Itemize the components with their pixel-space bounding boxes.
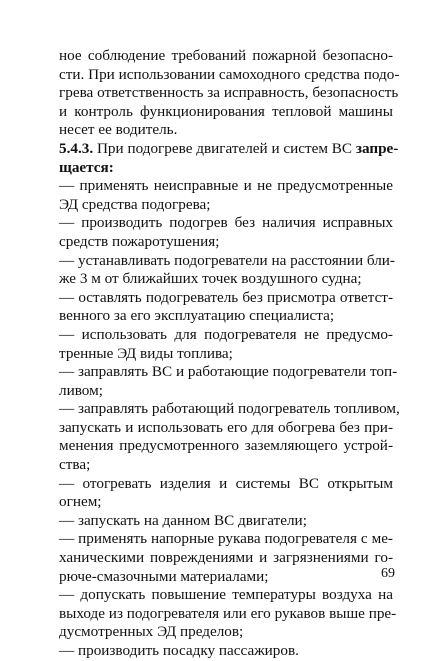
list-item-text-line: ливом; <box>59 381 103 399</box>
list-item-text-line: огнем; <box>59 493 102 511</box>
intro-text-line: и контроль функционирования тепловой машины <box>59 102 393 120</box>
list-item-text-line: — оставлять подогреватель без присмотра ответст- <box>59 288 393 306</box>
list-item-text-line: венного за его эксплуатацию специалиста; <box>59 307 335 325</box>
list-item-text-line: тренные ЭД виды топлива; <box>59 344 233 362</box>
intro-text-line: грева ответственность за исправность, безопасность <box>59 84 399 102</box>
list-item-text-line: — производить подогрев без наличия исправных <box>59 214 393 232</box>
list-item-text-line: — отогревать изделия и системы ВС открытым <box>59 474 393 492</box>
intro-text-line: ное соблюдение требований пожарной безопасно- <box>59 47 393 64</box>
list-item-text-line: запускать и использовать его для обогрева без при- <box>59 418 393 436</box>
list-item-text-line: — заправлять ВС и работающие подогреватели топ- <box>59 363 398 381</box>
list-item-text-line: средств пожаротушения; <box>59 232 220 250</box>
intro-text-line: несет ее водитель. <box>59 121 178 139</box>
list-item-text-line: — применять напорные рукава подогревателя с ме- <box>59 530 393 548</box>
list-item-text-line: ства; <box>59 456 91 474</box>
list-item-text-line: — запускать на данном ВС двигатели; <box>59 511 307 529</box>
section-intro-text: При подогреве двигателей и систем ВС <box>93 139 356 157</box>
intro-paragraph <box>59 47 400 140</box>
section-heading-continuation: щается: <box>59 158 114 176</box>
list-item-text-line: же 3 м от ближайших точек воздушного судна; <box>59 270 362 288</box>
intro-text-line: сти. При использовании самоходного средства подо- <box>59 65 400 83</box>
section-number: 5.4.3. <box>59 139 94 157</box>
document-body <box>59 47 400 661</box>
list-item-text-line: ЭД средства подогрева; <box>59 195 211 213</box>
list-item-text-line: менения предусмотренного заземляющего устрой- <box>59 437 393 455</box>
list-item-text-line: — применять неисправные и не предусмотренные <box>59 177 393 195</box>
list-item-text-line: — заправлять работающий подогреватель топливом, <box>59 400 400 418</box>
section-heading-line <box>59 139 399 159</box>
list-item-text-line: — производить посадку пассажиров. <box>59 642 299 659</box>
list-item-text-line: — использовать для подогревателя не предусмо- <box>59 325 393 343</box>
list-item-text-line: ханическими повреждениями и загрязнениями го- <box>59 549 393 567</box>
list-item-text-line: — допускать повышение температуры воздуха на <box>59 586 393 604</box>
list-item-text-line: выходе из подогревателя или его рукавов выше пре- <box>59 604 397 622</box>
page-number: 69 <box>381 566 395 581</box>
list-item-text-line: дусмотренных ЭД пределов; <box>59 623 244 641</box>
list-item-text-line: — устанавливать подогреватели на расстоянии бли- <box>59 251 395 269</box>
prohibition-list <box>59 177 400 660</box>
section-intro-bold: запре- <box>355 139 399 157</box>
list-item-text-line: рюче-смазочными материалами; <box>59 567 269 585</box>
